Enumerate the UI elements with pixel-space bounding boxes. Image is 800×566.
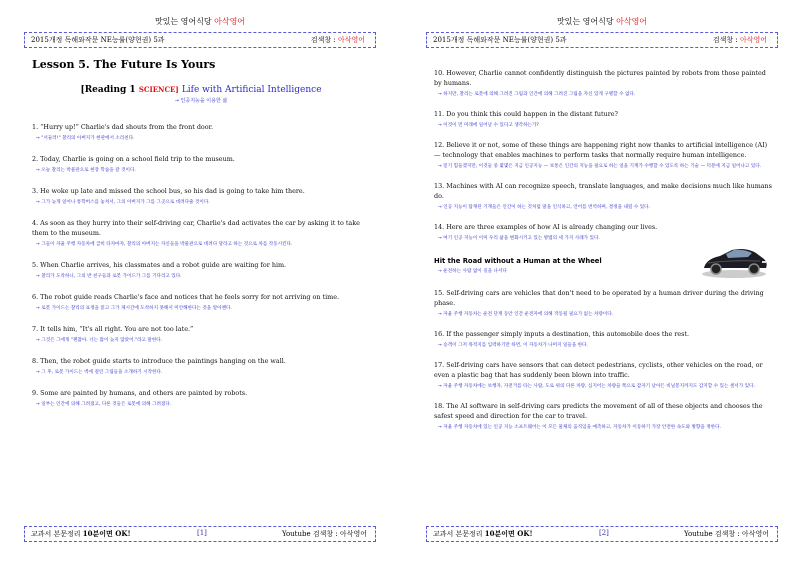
sentence-en: 10. However, Charlie cannot confidently distinguish the pictures painted by robots from those painted by humans. [434, 69, 766, 87]
footer-right: Youtube 검색창 : 아삭영어 [281, 530, 367, 538]
sentence-item [32, 356, 370, 375]
page-footer [426, 526, 778, 542]
self-driving-car-image [698, 241, 770, 279]
sentence-en: 2. Today, Charlie is going on a school field trip to the museum. [32, 155, 235, 163]
sentence-kr: → 여기 인공 지능이 이미 우리 삶을 변화시키고 있는 방법의 세 가지 사례가 있다. [438, 236, 600, 241]
page-left [8, 0, 392, 566]
sentence-kr: → 일부는 인간에 의해 그려졌고, 다른 것들은 로봇에 의해 그려졌다. [36, 402, 172, 407]
footer-left-prefix: 교과서 본문정리 [31, 530, 83, 538]
sentence-item [434, 68, 772, 97]
section-kr: → 운전하는 사람 없이 길을 나서다 [438, 269, 507, 274]
footer-right: Youtube 검색창 : 아삭영어 [683, 530, 769, 538]
sentence-item [434, 329, 772, 348]
sentence-en: 18. The AI software in self-driving cars predicts the movement of all of these objects and chooses the safest speed and direction for the car to travel. [434, 402, 763, 420]
footer-left [31, 529, 131, 539]
sentence-en: 15. Self-driving cars are vehicles that don't need to be operated by a human driver during the driving phase. [434, 289, 764, 307]
sentence-item [32, 154, 370, 173]
sentence-item [434, 288, 772, 317]
sentence-item [434, 140, 772, 169]
sentence-kr: → 믿기 힘들겠지만, 이것들 중 몇몇은 지금 인공지능 — 보통은 인간의 지능을 필요로 하는 일을 기계가 수행할 수 있도록 하는 기술 — 덕분에 지금 일어나고 있다. [438, 164, 762, 169]
sentence-en: 1. “Hurry up!” Charlie's dad shouts from the front door. [32, 123, 213, 131]
footer-left-prefix: 교과서 본문정리 [433, 530, 485, 538]
page-header [24, 32, 376, 48]
page-header [426, 32, 778, 48]
sentence-kr: → 찰리가 도착하니, 그의 반 친구들과 로봇 가이드가 그를 기다리고 있다. [36, 274, 182, 279]
footer-left-bold: 10분이면 OK! [82, 529, 131, 538]
sentence-en: 4. As soon as they hurry into their self-driving car, Charlie's dad activates the car by asking it to take them to the museum. [32, 219, 360, 237]
sentence-en: 17. Self-driving cars have sensors that can detect pedestrians, cyclists, other vehicles on the road, or even a plastic bag that has suddenly been blown into traffic. [434, 361, 763, 379]
sentence-en: 14. Here are three examples of how AI is already changing our lives. [434, 223, 658, 231]
header-title: 2015개정 독해와작문 NE능률(양현권) 5과 [31, 36, 165, 44]
sentence-en: 11. Do you think this could happen in the distant future? [434, 110, 618, 118]
sentence-kr: → 오늘 찰리는 박물관으로 현장 학습을 갈 것이다. [36, 168, 136, 173]
header-search-value: 아삭영어 [739, 36, 767, 44]
sentence-kr: → 로봇 가이드는 찰리의 표정을 읽고 그가 제시간에 도착하지 못해서 미안해한다는 것을 알아챈다. [36, 306, 232, 311]
reading-title-text: Life with Artificial Intelligence [181, 85, 322, 95]
sentence-en: 9. Some are painted by humans, and others are painted by robots. [32, 389, 248, 397]
sentence-en: 12. Believe it or not, some of these things are happening right now thanks to artificial intelligence (AI) — technology that enables machines to perform tasks that normally require human intelligence. [434, 141, 768, 159]
sentence-item [434, 360, 772, 389]
page-left-body [32, 58, 370, 420]
sentence-item [32, 186, 370, 205]
sentence-en: 6. The robot guide reads Charlie's face and notices that he feels sorry for not arriving on time. [32, 293, 340, 301]
sentence-item [434, 401, 772, 430]
sentence-item [32, 388, 370, 407]
reading-subtitle: → 인공지능을 이용한 삶 [174, 98, 228, 104]
header-search-label: 검색창 : [310, 36, 336, 44]
sentence-kr: → 자율 주행 자동차는 운전 단계 동안 인간 운전자에 의해 작동될 필요가 없는 차량이다. [438, 312, 614, 317]
reading-tag: SCIENCE] [138, 85, 179, 94]
page-right [410, 0, 794, 566]
sentence-en: 7. It tells him, “It's all right. You are not too late.” [32, 325, 194, 333]
sentence-kr: → 자율 주행 자동차에 있는 인공 지능 소프트웨어는 이 모든 물체의 움직임을 예측하고, 자동차가 이동하기 가장 안전한 속도와 방향을 정한다. [438, 425, 722, 430]
sentence-kr: → 그가 늦게 일어나 통학버스를 놓쳐서, 그의 아버지가 그를 그곳으로 데려다줄 것이다. [36, 200, 210, 205]
sentence-item [434, 222, 772, 241]
page-number: [1] [197, 529, 207, 537]
header-title: 2015개정 독해와작문 NE능률(양현권) 5과 [433, 36, 567, 44]
sentence-en: 16. If the passenger simply inputs a destination, this automobile does the rest. [434, 330, 690, 338]
brand-prefix: 맛있는 영어식당 [154, 17, 212, 26]
footer-left [433, 529, 533, 539]
reading-prefix: [Reading 1 [80, 85, 139, 95]
sentence-kr: → 그것은 그에게 "괜찮아. 너는 많이 늦지 않았어."라고 말한다. [36, 338, 163, 343]
brand-banner [8, 16, 392, 27]
sentence-kr: → 그 후, 로봇 가이드는 벽에 걸린 그림들을 소개하기 시작한다. [36, 370, 163, 375]
sentence-kr: → 이것이 먼 미래에 일어날 수 있다고 생각하는가? [438, 123, 539, 128]
sentence-item [32, 324, 370, 343]
sentence-en: 5. When Charlie arrives, his classmates and a robot guide are waiting for him. [32, 261, 287, 269]
reading-title [32, 85, 370, 95]
sentence-en: 13. Machines with AI can recognize speech, translate languages, and make decisions much like humans do. [434, 182, 772, 200]
brand-prefix: 맛있는 영어식당 [556, 17, 614, 26]
header-search [713, 35, 767, 45]
lesson-title: Lesson 5. The Future Is Yours [32, 58, 216, 71]
page-footer [24, 526, 376, 542]
sentence-item [434, 181, 772, 210]
sentence-en: 8. Then, the robot guide starts to introduce the paintings hanging on the wall. [32, 357, 286, 365]
brand-banner [410, 16, 794, 27]
header-search [311, 35, 365, 45]
sentence-kr: → "서둘러!" 찰리의 아버지가 현관에서 소리친다. [36, 136, 135, 141]
brand-name: 아삭영어 [214, 17, 246, 26]
page-number: [2] [599, 529, 609, 537]
section-title: Hit the Road without a Human at the Wheel [434, 257, 602, 265]
header-search-label: 검색창 : [712, 36, 738, 44]
sentence-kr: → 그들이 자율 주행 자동차에 급히 타자마자, 찰리의 아버지는 자신들을 박물관으로 데려다 달라고 하는 것으로 차를 작동시킨다. [36, 242, 293, 247]
sentence-kr: → 하지만, 찰리는 로봇에 의해 그려진 그림과 인간에 의해 그려진 그림을 자신 있게 구별할 수 없다. [438, 92, 636, 97]
header-search-value: 아삭영어 [337, 36, 365, 44]
sentence-en: 3. He woke up late and missed the school bus, so his dad is going to take him there. [32, 187, 305, 195]
sentence-item [32, 122, 370, 141]
sentence-item [32, 218, 370, 247]
sentence-item [32, 292, 370, 311]
sentence-item [434, 109, 772, 128]
sentence-kr: → 자율 주행 자동차에는 보행자, 자전거를 타는 사람, 도로 위의 다른 차량, 심지어는 차량들 쪽으로 갑자기 날아든 비닐봉지까지도 감지할 수 있는 센서가 있다. [438, 384, 755, 389]
footer-left-bold: 10분이면 OK! [484, 529, 533, 538]
sentence-kr: → 승객이 그저 목적지를 입력하기만 하면, 이 자동차가 나머지 일들을 한다. [438, 343, 589, 348]
sentence-item [32, 260, 370, 279]
sentence-kr: → 인공 지능이 탑재된 기계들은 인간이 하는 것처럼 말을 인식하고, 언어를 번역하며, 결정을 내릴 수 있다. [438, 205, 651, 210]
brand-name: 아삭영어 [616, 17, 648, 26]
